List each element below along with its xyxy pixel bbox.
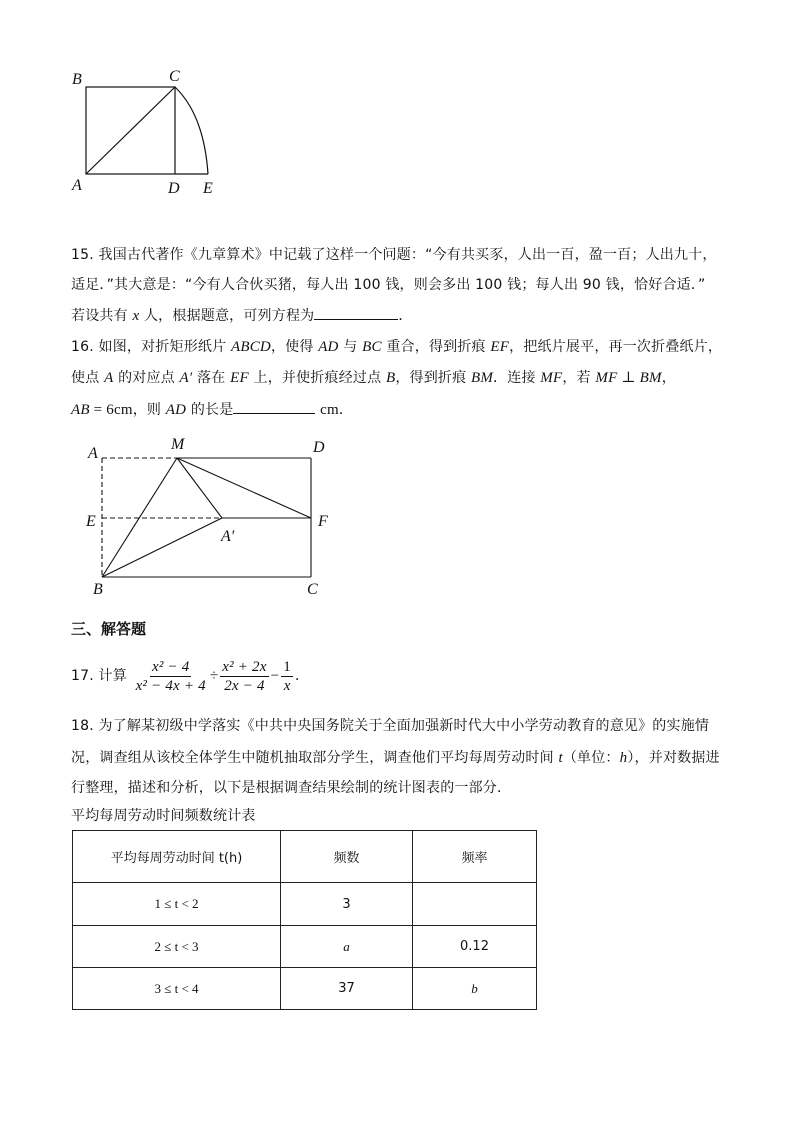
table-row: [73, 968, 537, 1010]
q16-text: ，使得: [270, 339, 319, 355]
q16-text: ．连接: [493, 370, 541, 386]
q16-math: AD: [165, 402, 187, 418]
q16-math: EF: [490, 339, 510, 355]
q18-line3: 行整理，描述和分析，以下是根据调查结果绘制的统计图表的一部分．: [71, 780, 512, 796]
label-m: M: [171, 436, 185, 453]
q15-line1: 15. 我国古代著作《九章算术》中记载了这样一个问题：“今有共买豕，人出一百，盈一百；人出九十，: [71, 247, 717, 263]
q18-math: h: [619, 750, 628, 766]
q16-math: A′: [179, 370, 193, 386]
q16-text: 的对应点: [113, 370, 180, 386]
q16-text: ，若: [562, 370, 596, 386]
q18-text: （单位：: [562, 750, 620, 766]
cell-time-range: 3 ≤ t < 4: [73, 968, 281, 1010]
q16-line2: [71, 368, 676, 388]
arc-ce: [175, 87, 208, 174]
q16-math: A: [104, 370, 114, 386]
label-a: A: [88, 445, 98, 462]
q16-text: ，得到折痕: [395, 370, 471, 386]
label-b: B: [72, 71, 82, 88]
q16-math: BC: [362, 339, 382, 355]
label-c: C: [169, 68, 180, 85]
q16-text: ．: [338, 402, 354, 418]
label-a-prime: A′: [221, 528, 235, 545]
q16-text: ，把纸片展平，再一次折叠纸片，: [509, 339, 723, 355]
label-e: E: [203, 180, 213, 197]
header-frequency-rate: 频率: [413, 831, 537, 883]
cell-time-range: 1 ≤ t < 2: [73, 883, 281, 926]
table-title: 平均每周劳动时间频数统计表: [71, 808, 256, 824]
q16-math: MF ⊥ BM: [595, 370, 662, 386]
section-heading: 三、解答题: [71, 620, 147, 638]
q18-line1: 18. 为了解某初级中学落实《中共中央国务院关于全面加强新时代大中小学劳动教育的意见》的实施情: [71, 718, 710, 734]
numerator: x² + 2x: [222, 658, 267, 675]
q16-text: ，则: [132, 402, 166, 418]
q16-text: 重合，得到折痕: [381, 339, 491, 355]
q16-math: = 6cm: [89, 402, 133, 418]
cell-count: a: [281, 926, 413, 968]
divide-sign: ÷: [209, 668, 219, 684]
q16-math: MF: [540, 370, 563, 386]
cell-time-range: 2 ≤ t < 3: [73, 926, 281, 968]
table-row: [73, 883, 537, 926]
table-row: [73, 926, 537, 968]
segment-ma: [177, 458, 222, 518]
q16-line3: [71, 399, 353, 420]
label-e: E: [86, 513, 96, 530]
q16-text: 与: [338, 339, 363, 355]
label-c: C: [307, 581, 318, 598]
q16-math: BM: [470, 370, 494, 386]
cell-rate: 0.12: [413, 926, 537, 968]
q17-end: ．: [295, 668, 310, 684]
q17-prefix: 17. 计算: [71, 668, 127, 684]
fraction-2: [220, 658, 268, 695]
diagonal-ac: [86, 87, 175, 174]
answer-blank[interactable]: [233, 399, 315, 414]
label-a: A: [72, 177, 82, 194]
label-f: F: [318, 513, 328, 530]
figure-square-arc: [60, 60, 230, 205]
minus-sign: −: [270, 668, 280, 684]
q16-math: B: [385, 370, 396, 386]
q18-text: 况，调查组从该校全体学生中随机抽取部分学生，调查他们平均每周劳动时间: [71, 750, 559, 766]
fraction-3: [281, 658, 293, 695]
q16-text: 16. 如图，对折矩形纸片: [71, 339, 231, 355]
label-d: D: [168, 180, 180, 197]
q16-text: 使点: [71, 370, 105, 386]
q16-text: ，: [661, 370, 676, 386]
cell-rate: [413, 883, 537, 926]
q17-line: [71, 656, 309, 696]
q15-variable: x: [132, 308, 140, 324]
table-header-row: [73, 831, 537, 883]
q18-math: t: [558, 750, 563, 766]
denominator: 2x − 4: [224, 677, 265, 694]
q18-text: ），并对数据进: [627, 750, 720, 766]
q16-math: AD: [318, 339, 339, 355]
q16-math: EF: [230, 370, 249, 386]
segment-mf: [177, 458, 311, 518]
q16-math: AB: [71, 402, 90, 418]
q16-unit: cm: [320, 402, 339, 418]
header-time: 平均每周劳动时间 t(h): [73, 831, 281, 883]
q18-line2: [71, 748, 720, 768]
q15-text: 人，根据题意，可列方程为: [139, 308, 315, 324]
q15-line3: [71, 305, 413, 326]
q16-text: 上，并使折痕经过点: [248, 370, 386, 386]
q16-line1: [71, 337, 722, 357]
q15-text: ．: [398, 308, 413, 324]
q15-line2: 适足．”其大意是：“今有人合伙买猪，每人出 100 钱，则会多出 100 钱；每人出 90 钱，恰好合适．”: [71, 277, 706, 293]
label-b: B: [93, 581, 103, 598]
fraction-1: [134, 658, 208, 695]
numerator: x² − 4: [151, 658, 190, 675]
figure-folded-rectangle: [70, 430, 340, 600]
cell-count: 37: [281, 968, 413, 1010]
q16-math: ABCD: [230, 339, 271, 355]
answer-blank[interactable]: [314, 305, 398, 320]
label-d: D: [313, 439, 325, 456]
numerator: 1: [283, 658, 291, 675]
denominator: x² − 4x + 4: [135, 677, 206, 694]
q16-text: 落在: [192, 370, 231, 386]
cell-count: 3: [281, 883, 413, 926]
frequency-table: [72, 830, 537, 1010]
header-frequency-count: 频数: [281, 831, 413, 883]
cell-rate: b: [413, 968, 537, 1010]
q16-text: 的长是: [186, 402, 234, 418]
q15-text: 若设共有: [71, 308, 133, 324]
denominator: x: [283, 677, 291, 694]
